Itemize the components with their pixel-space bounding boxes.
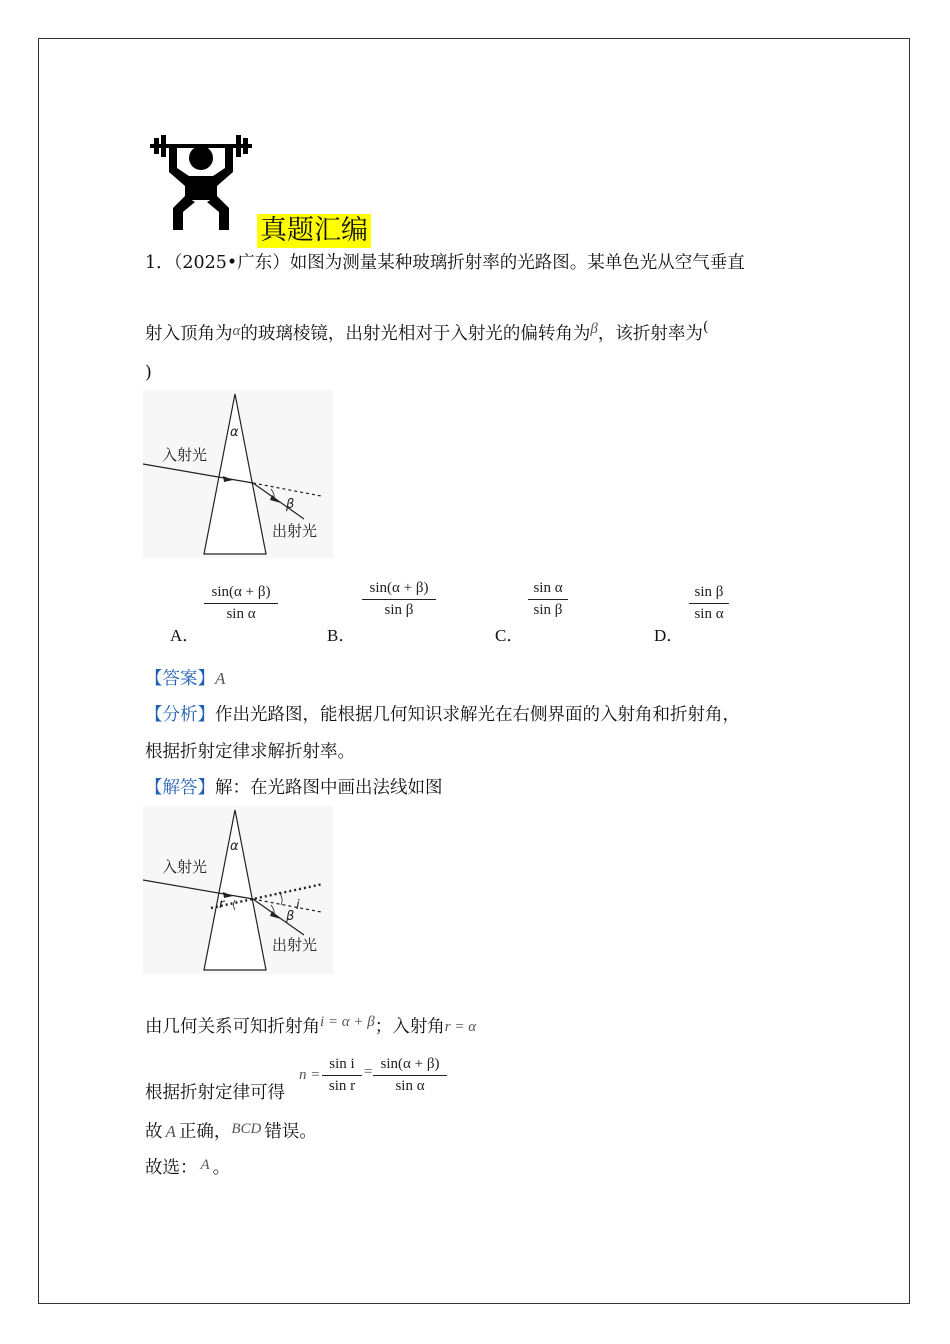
- i-angle-label: i: [296, 898, 300, 913]
- solution-text: ；入射角: [374, 1017, 445, 1037]
- analysis-text: 作出光路图，能根据几何知识求解光在右侧界面的入射角和折射角，: [215, 705, 740, 725]
- paren-open: (: [702, 319, 709, 335]
- numerator: sin(α + β): [211, 584, 271, 600]
- question-number: 1．: [145, 253, 174, 273]
- numerator: sin i: [329, 1056, 355, 1072]
- question-line-1: [145, 252, 745, 274]
- solution-text: 正确，: [178, 1122, 232, 1142]
- conclusion-line: [145, 1118, 317, 1143]
- analysis-line-1: [145, 704, 740, 726]
- law-text: 根据折射定律可得: [145, 1083, 285, 1103]
- denominator: sin β: [533, 602, 563, 618]
- n-equals: n =: [299, 1067, 321, 1083]
- equals-sign: =: [363, 1064, 374, 1080]
- question-text: 射入顶角为: [145, 324, 233, 344]
- exit-light-label: 出射光: [272, 936, 318, 954]
- option-c-label: C．: [495, 626, 524, 645]
- option-a-label: A．: [170, 626, 200, 645]
- prism-figure: [143, 390, 333, 558]
- denominator: sin β: [384, 602, 414, 618]
- question-text: 的玻璃棱镜，出射光相对于入射光的偏转角为: [240, 324, 591, 344]
- solution-text: 错误。: [264, 1122, 317, 1142]
- i-equation: i = α + β: [320, 1014, 375, 1030]
- answer-line: [145, 668, 225, 690]
- r-equation: r = α: [444, 1019, 477, 1035]
- solution-text: 由几何关系可知折射角: [145, 1017, 320, 1037]
- r-angle-label: r: [219, 897, 225, 912]
- solution-intro: 解：在光路图中画出法线如图: [215, 778, 443, 798]
- numerator: sin β: [694, 584, 724, 600]
- analysis-line-2: 根据折射定律求解折射率。: [145, 742, 355, 762]
- denominator: sin α: [694, 606, 724, 622]
- numerator: sin α: [533, 580, 563, 596]
- answer-value: A: [215, 669, 226, 688]
- incident-light-label: 入射光: [162, 858, 208, 876]
- law-fraction-1: [322, 1056, 362, 1095]
- question-line-2: [145, 316, 708, 345]
- option-c-fraction: [528, 580, 568, 619]
- beta-label: β: [286, 497, 295, 512]
- numerator: sin(α + β): [380, 1056, 440, 1072]
- denominator: sin α: [395, 1078, 425, 1094]
- option-d-fraction: [689, 584, 729, 623]
- solution-text: 故: [145, 1122, 163, 1142]
- solution-text: 。: [212, 1158, 231, 1178]
- alpha-symbol: α: [232, 323, 241, 339]
- geometry-line: [145, 1011, 476, 1038]
- alpha-label: α: [230, 839, 239, 854]
- option-ref: A: [165, 1122, 176, 1141]
- question-text: ，该折射率为: [597, 324, 703, 344]
- weightlifter-icon: [150, 134, 252, 232]
- option-a-fraction: [204, 584, 278, 623]
- law-fraction-2: [373, 1056, 447, 1095]
- beta-symbol: β: [590, 321, 598, 337]
- option-d-label: D．: [654, 626, 684, 645]
- denominator: sin α: [226, 606, 256, 622]
- analysis-tag: 【分析】: [145, 705, 215, 725]
- exit-light-label: 出射光: [272, 522, 318, 540]
- paren-close: ): [145, 363, 152, 383]
- option-b-label: B．: [327, 626, 356, 645]
- option-ref: BCD: [231, 1121, 262, 1137]
- answer-tag: 【答案】: [145, 669, 215, 689]
- solution-text: 故选：: [145, 1158, 198, 1178]
- solution-line-1: [145, 777, 443, 799]
- option-b-fraction: [362, 580, 436, 619]
- question-stem: （2025•广东）如图为测量某种玻璃折射率的光路图。某单色光从空气垂直: [173, 253, 745, 273]
- denominator: sin r: [328, 1078, 356, 1094]
- beta-label: β: [286, 909, 295, 924]
- numerator: sin(α + β): [369, 580, 429, 596]
- solution-tag: 【解答】: [145, 778, 215, 798]
- incident-light-label: 入射光: [162, 446, 208, 464]
- choose-line: [145, 1154, 230, 1179]
- alpha-label: α: [230, 425, 239, 440]
- prism-normal-figure: [143, 806, 333, 974]
- final-answer: A: [200, 1157, 210, 1173]
- section-title: 真题汇编: [257, 214, 371, 248]
